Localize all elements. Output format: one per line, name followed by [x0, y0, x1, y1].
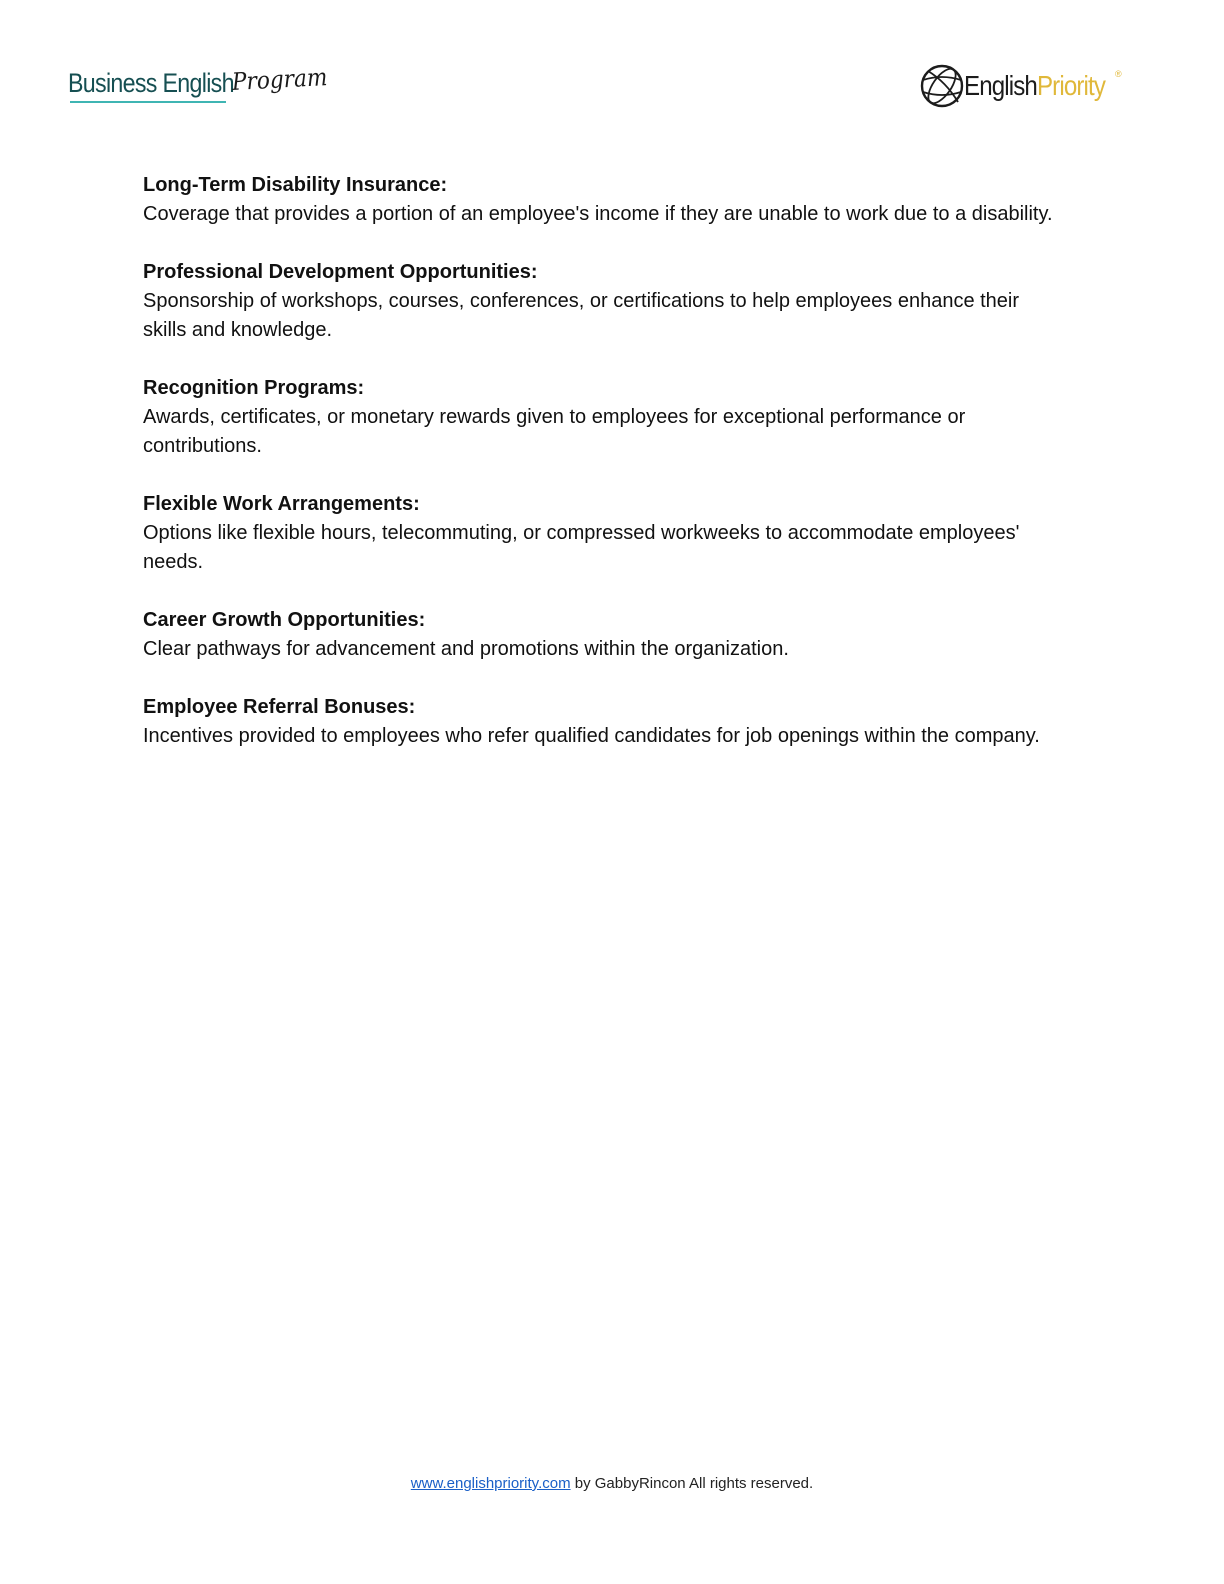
benefit-description: Sponsorship of workshops, courses, conferences, or certifications to help employees enhance their skills and knowledge. — [143, 290, 1020, 341]
benefit-title: Career Growth Opportunities: — [143, 609, 426, 631]
benefit-title: Long-Term Disability Insurance: — [143, 174, 448, 196]
benefit-description: Options like flexible hours, telecommuting, or compressed workweeks to accommodate employees' needs. — [143, 522, 1020, 573]
logo-program-text: Program — [231, 63, 328, 96]
benefit-section — [143, 374, 1063, 461]
benefit-section — [143, 171, 1063, 229]
benefits-list — [143, 171, 1063, 780]
logo-underline — [70, 101, 226, 103]
business-english-program-logo — [68, 60, 338, 116]
benefit-title: Professional Development Opportunities: — [143, 261, 538, 283]
logo-business-english-text: Business English — [68, 68, 234, 98]
benefit-title: Employee Referral Bonuses: — [143, 696, 416, 718]
english-priority-logo — [918, 60, 1138, 116]
logo-priority-word: Priority — [1036, 70, 1106, 101]
website-link[interactable]: www.englishpriority.com — [410, 1475, 571, 1492]
benefit-section — [143, 693, 1063, 751]
benefit-description: Awards, certificates, or monetary rewards given to employees for exceptional performance or contributions. — [143, 406, 966, 457]
footer-copyright-text: by GabbyRincon All rights reserved. — [570, 1475, 814, 1492]
benefit-section — [143, 490, 1063, 577]
benefit-section — [143, 258, 1063, 345]
benefit-description: Coverage that provides a portion of an employee's income if they are unable to work due to a disability. — [143, 203, 1053, 225]
benefit-title: Recognition Programs: — [143, 377, 365, 399]
logo-english-priority-text — [964, 70, 1105, 102]
globe-icon — [918, 62, 966, 110]
page-header — [0, 0, 1224, 130]
benefit-description: Incentives provided to employees who refer qualified candidates for job openings within the company. — [143, 725, 1040, 747]
registered-mark: ® — [1115, 69, 1122, 79]
benefit-title: Flexible Work Arrangements: — [143, 493, 420, 515]
benefit-description: Clear pathways for advancement and promotions within the organization. — [143, 638, 789, 660]
benefit-section — [143, 606, 1063, 664]
logo-english-word: English — [964, 70, 1037, 101]
page-footer — [0, 1475, 1224, 1492]
